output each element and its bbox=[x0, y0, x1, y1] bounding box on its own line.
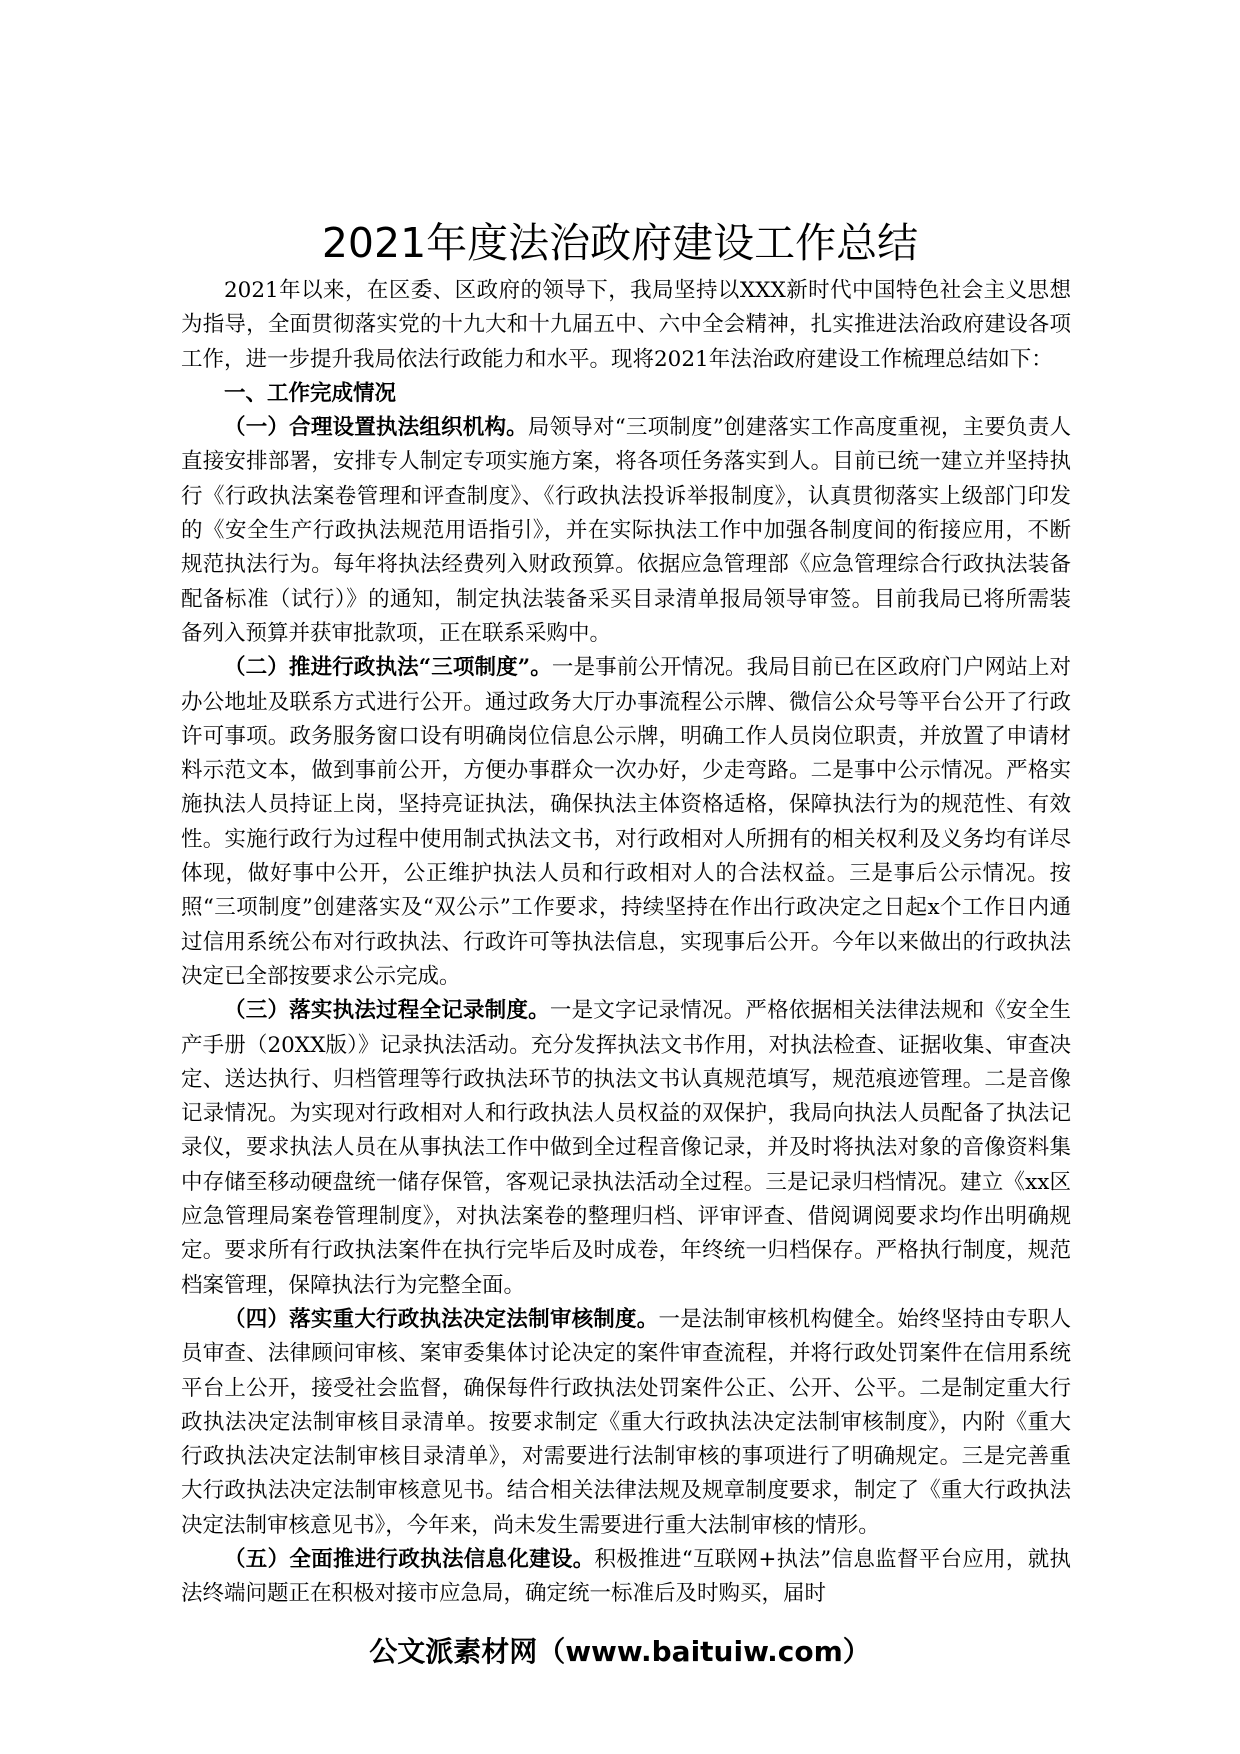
paragraph-5 bbox=[181, 1543, 1071, 1612]
paragraph-3 bbox=[181, 994, 1071, 1303]
document-body bbox=[181, 274, 1071, 1612]
paragraph-4-text: 一是法制审核机构健全。始终坚持由专职人员审查、法律顾问审核、案审委集体讨论决定的案件审查流程，并将行政处罚案件在信用系统平台上公开，接受社会监督，确保每件行政执法处罚案件公正、公开、公平。二是制定重大行政执法决定法制审核目录清单。按要求制定《重大行政执法决定法制审核制度》，内附《重大行政执法决定法制审核目录清单》，对需要进行法制审核的事项进行了明确规定。三是完善重大行政执法决定法制审核意见书。结合相关法律法规及规章制度要求，制定了《重大行政执法决定法制审核意见书》，今年来，尚未发生需要进行重大法制审核的情形。 bbox=[181, 1306, 1071, 1538]
footer-watermark: 公文派素材网（www.baituiw.com） bbox=[369, 1635, 871, 1668]
paragraph-3-text: 一是文字记录情况。严格依据相关法律法规和《安全生产手册（20XX版）》记录执法活动。充分发挥执法文书作用，对执法检查、证据收集、审查决定、送达执行、归档管理等行政执法环节的执法文书认真规范填写，规范痕迹管理。二是音像记录情况。为实现对行政相对人和行政执法人员权益的双保护，我局向执法人员配备了执法记录仪，要求执法人员在从事执法工作中做到全过程音像记录，并及时将执法对象的音像资料集中存储至移动硬盘统一储存保管，客观记录执法活动全过程。三是记录归档情况。建立《xx区应急管理局案卷管理制度》，对执法案卷的整理归档、评审评查、借阅调阅要求均作出明确规定。要求所有行政执法案件在执行完毕后及时成卷，年终统一归档保存。严格执行制度，规范档案管理，保障执法行为完整全面。 bbox=[181, 998, 1071, 1298]
paragraph-4-heading: （四）落实重大行政执法决定法制审核制度。 bbox=[224, 1306, 659, 1332]
paragraph-4 bbox=[181, 1303, 1071, 1543]
paragraph-1-heading: （一）合理设置执法组织机构。 bbox=[224, 415, 528, 441]
paragraph-1 bbox=[181, 411, 1071, 651]
paragraph-2 bbox=[181, 651, 1071, 994]
paragraph-1-text: 局领导对“三项制度”创建落实工作高度重视，主要负责人直接安排部署，安排专人制定专项实施方案，将各项任务落实到人。目前已统一建立并坚持执行《行政执法案卷管理和评查制度》、《行政执法投诉举报制度》，认真贯彻落实上级部门印发的《安全生产行政执法规范用语指引》，并在实际执法工作中加强各制度间的衔接应用，不断规范执法行为。每年将执法经费列入财政预算。依据应急管理部《应急管理综合行政执法装备配备标准（试行）》的通知，制定执法装备采买目录清单报局领导审签。目前我局已将所需装备列入预算并获审批款项，正在联系采购中。 bbox=[181, 415, 1071, 646]
section-heading: 一、工作完成情况 bbox=[224, 380, 397, 406]
paragraph-5-heading: （五）全面推进行政执法信息化建设。 bbox=[224, 1546, 595, 1572]
intro-paragraph: 2021年以来，在区委、区政府的领导下，我局坚持以XXX新时代中国特色社会主义思想为指导，全面贯彻落实党的十九大和十九届五中、六中全会精神，扎实推进法治政府建设各项工作，进一步提升我局依法行政能力和水平。现将2021年法治政府建设工作梳理总结如下： bbox=[181, 278, 1071, 372]
document-title: 2021年度法治政府建设工作总结 bbox=[321, 219, 919, 267]
paragraph-5-text: 积极推进“互联网+执法”信息监督平台应用，就执法终端问题正在积极对接市应急局，确定统一标准后及时购买，届时 bbox=[181, 1546, 1071, 1607]
paragraph-2-heading: （二）推进行政执法“三项制度”。 bbox=[224, 655, 552, 681]
paragraph-2-text: 一是事前公开情况。我局目前已在区政府门户网站上对办公地址及联系方式进行公开。通过政务大厅办事流程公示牌、微信公众号等平台公开了行政许可事项。政务服务窗口设有明确岗位信息公示牌，明确工作人员岗位职责，并放置了申请材料示范文本，做到事前公开，方便办事群众一次办好，少走弯路。二是事中公示情况。严格实施执法人员持证上岗，坚持亮证执法，确保执法主体资格适格，保障执法行为的规范性、有效性。实施行政行为过程中使用制式执法文书，对行政相对人所拥有的相关权利及义务均有详尽体现，做好事中公开，公正维护执法人员和行政相对人的合法权益。三是事后公示情况。按照“三项制度”创建落实及“双公示”工作要求，持续坚持在作出行政决定之日起x个工作日内通过信用系统公布对行政执法、行政许可等执法信息，实现事后公开。今年以来做出的行政执法决定已全部按要求公示完成。 bbox=[181, 655, 1071, 989]
paragraph-3-heading: （三）落实执法过程全记录制度。 bbox=[224, 998, 550, 1024]
